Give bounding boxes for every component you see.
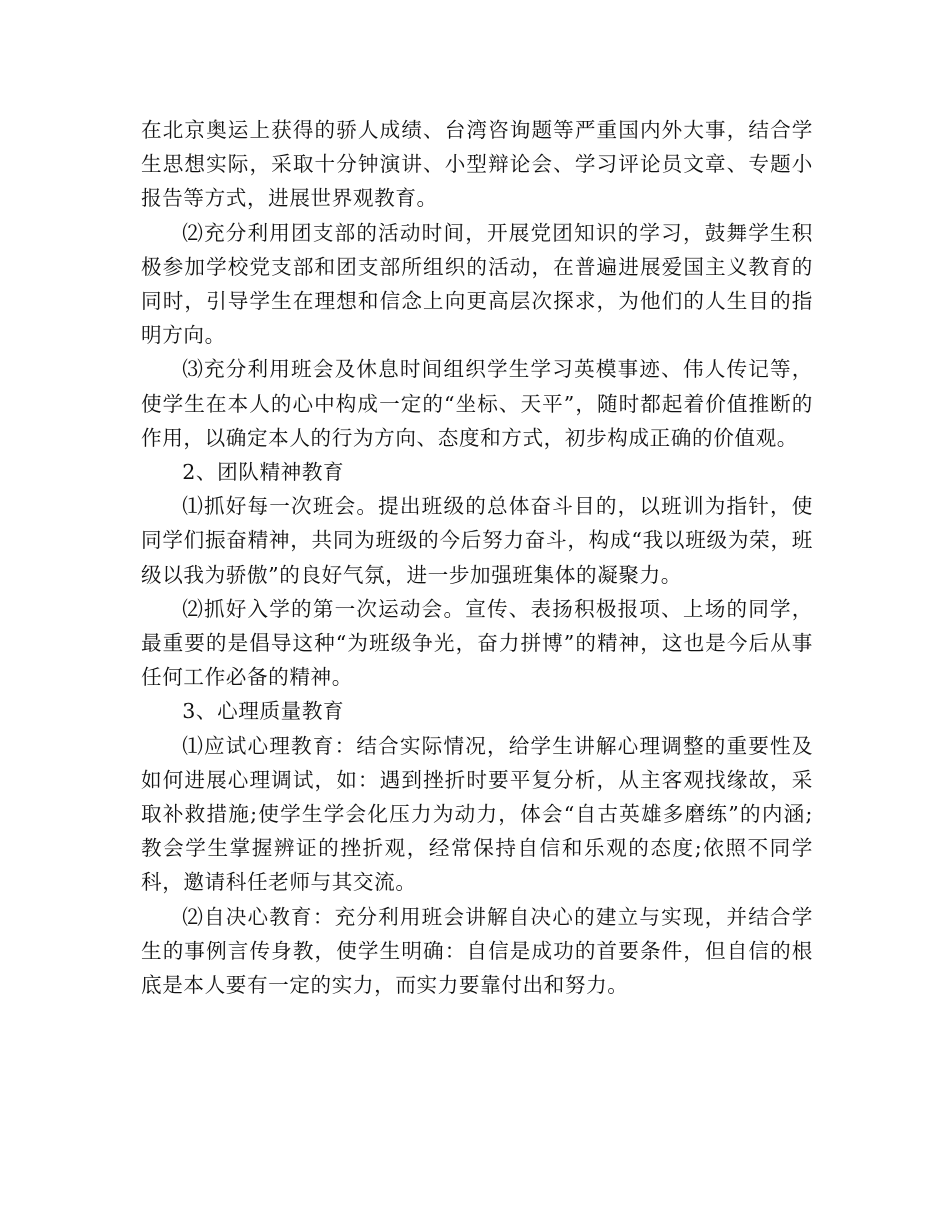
paragraph-exam-psychology: ⑴应试心理教育：结合实际情况，给学生讲解心理调整的重要性及如何进展心理调试，如：遇到挫折时要平复分析，从主客观找缘故，采取补救措施;使学生学会化压力为动力，体会“自古英雄多磨练”的内涵;教会学生掌握辨证的挫折观，经常保持自信和乐观的态度;依照不同学科，邀请科任老师与其交流。 — [141, 733, 813, 895]
document-body — [141, 113, 813, 1002]
paragraph-class-meeting: ⑴抓好每一次班会。提出班级的总体奋斗目的，以班训为指针，使同学们振奋精神，共同为班级的今后努力奋斗，构成“我以班级为荣，班级以我为骄傲”的良好气氛，进一步加强班集体的凝聚力。 — [141, 494, 813, 587]
paragraph-worldview-continued: 在北京奥运上获得的骄人成绩、台湾咨询题等严重国内外大事，结合学生思想实际，采取十分钟演讲、小型辩论会、学习评论员文章、专题小报告等方式，进展世界观教育。 — [141, 118, 813, 211]
section-heading-team-spirit: 2、团队精神教育 — [182, 460, 345, 485]
paragraph-values: ⑶充分利用班会及休息时间组织学生学习英模事迹、伟人传记等，使学生在本人的心中构成一定的“坐标、天平”，随时都起着价值推断的作用，以确定本人的行为方向、态度和方式，初步构成正确的价值观。 — [141, 357, 813, 450]
paragraph-league-branch: ⑵充分利用团支部的活动时间，开展党团知识的学习，鼓舞学生积极参加学校党支部和团支部所组织的活动，在普遍进展爱国主义教育的同时，引导学生在理想和信念上向更高层次探求，为他们的人生目的指明方向。 — [141, 220, 813, 348]
paragraph-sports-meet: ⑵抓好入学的第一次运动会。宣传、表扬积极报项、上场的同学，最重要的是倡导这种“为班级争光，奋力拼博”的精神，这也是今后从事任何工作必备的精神。 — [141, 596, 813, 690]
paragraph-self-confidence: ⑵自决心教育：充分利用班会讲解自决心的建立与实现，并结合学生的事例言传身教，使学生明确：自信是成功的首要条件，但自信的根底是本人要有一定的实力，而实力要靠付出和努力。 — [141, 904, 813, 998]
section-heading-psychology: 3、心理质量教育 — [182, 699, 345, 724]
